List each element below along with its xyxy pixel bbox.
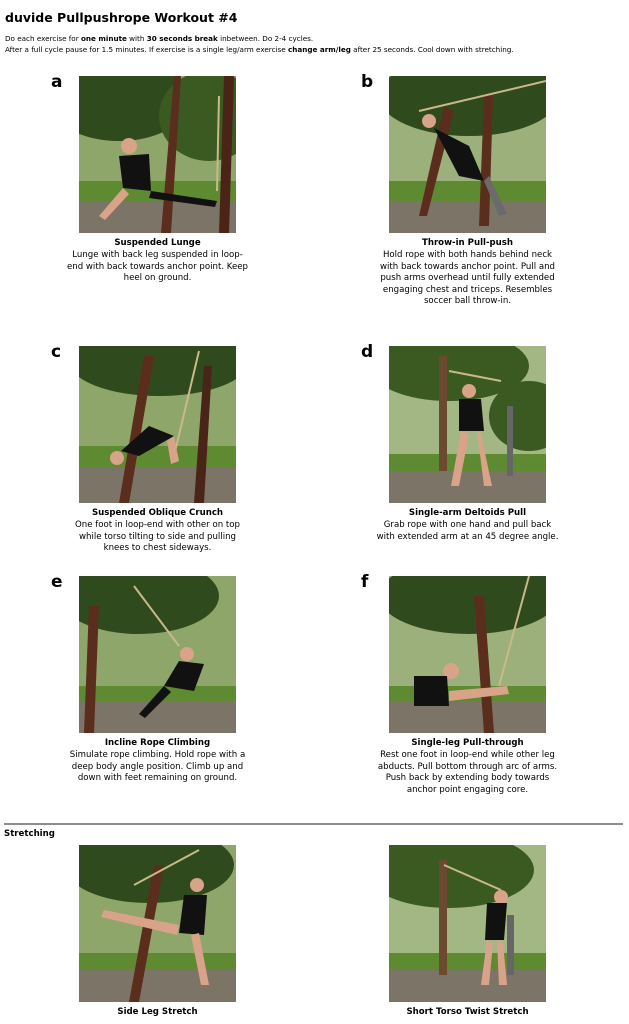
exercise-photo-suspended-lunge (79, 76, 236, 233)
intro-text-run: after 25 seconds. Cool down with stretching. (350, 45, 514, 54)
intro-emphasis: one minute (80, 34, 127, 43)
exercise-name: Incline Rope Climbing (104, 738, 211, 748)
exercise-name: Single-arm Deltoids Pull (408, 508, 527, 518)
stretching-heading: Stretching (4, 829, 55, 839)
exercise-photo-single-leg-pull-through (389, 576, 546, 733)
exercise-photo-single-arm-deltoids-pull (389, 346, 546, 503)
exercise-description: Hold rope with both hands behind neck with back towards anchor point. Pull and push arms overhead until fully extended engaging chest and triceps. Resembles soccer ball throw-in. (379, 250, 556, 307)
exercise-description: Simulate rope climbing. Hold rope with a deep body angle position. Climb up and down with feet remaining on ground. (69, 750, 246, 784)
exercise-name: Throw-in Pull-push (421, 238, 514, 248)
intro-line-2 (5, 44, 625, 55)
exercise-name: Suspended Lunge (114, 238, 201, 248)
exercise-letter: c (51, 342, 62, 362)
stretch-name: Side Leg Stretch (117, 1007, 198, 1017)
exercise-photo-incline-rope-climbing (79, 576, 236, 733)
intro-emphasis: change arm/leg (288, 45, 351, 54)
exercise-description: One foot in loop-end with other on top while torso tilting to side and pulling knees to chest sideways. (75, 520, 240, 554)
page-title: duvide Pullpushrope Workout #4 (5, 10, 238, 25)
exercise-description: Lunge with back leg suspended in loop-end with back towards anchor point. Keep heel on ground. (66, 250, 249, 284)
exercise-letter: e (51, 572, 63, 592)
intro-text-run: inbetween. Do 2-4 cycles. (217, 34, 314, 43)
exercise-name: Suspended Oblique Crunch (91, 508, 224, 518)
exercise-letter: b (361, 72, 374, 92)
intro-emphasis: 30 seconds break (146, 34, 218, 43)
exercise-photo-suspended-oblique-crunch (79, 346, 236, 503)
exercise-letter: d (361, 342, 374, 362)
exercise-name: Single-leg Pull-through (411, 738, 524, 748)
intro-text (5, 33, 625, 55)
intro-text-run: Do each exercise for (5, 34, 81, 43)
exercise-description: Rest one foot in loop-end while other leg abducts. Pull bottom through arc of arms. Push back by extending body towards anchor point engaging core. (377, 750, 558, 795)
exercise-photo-throw-in-pull-push (389, 76, 546, 233)
stretch-name: Short Torso Twist Stretch (406, 1007, 529, 1017)
exercise-letter: f (361, 572, 369, 592)
intro-line-1 (5, 33, 625, 44)
stretch-photo-side-leg (79, 845, 236, 1002)
stretch-photo-short-torso-twist (389, 845, 546, 1002)
intro-text-run: with (126, 34, 147, 43)
intro-text-run: After a full cycle pause for 1.5 minutes. If exercise is a single leg/arm exercise (5, 45, 289, 54)
exercise-description: Grab rope with one hand and pull back with extended arm at an 45 degree angle. (376, 520, 559, 542)
section-divider (4, 823, 623, 825)
exercise-letter: a (51, 72, 63, 92)
